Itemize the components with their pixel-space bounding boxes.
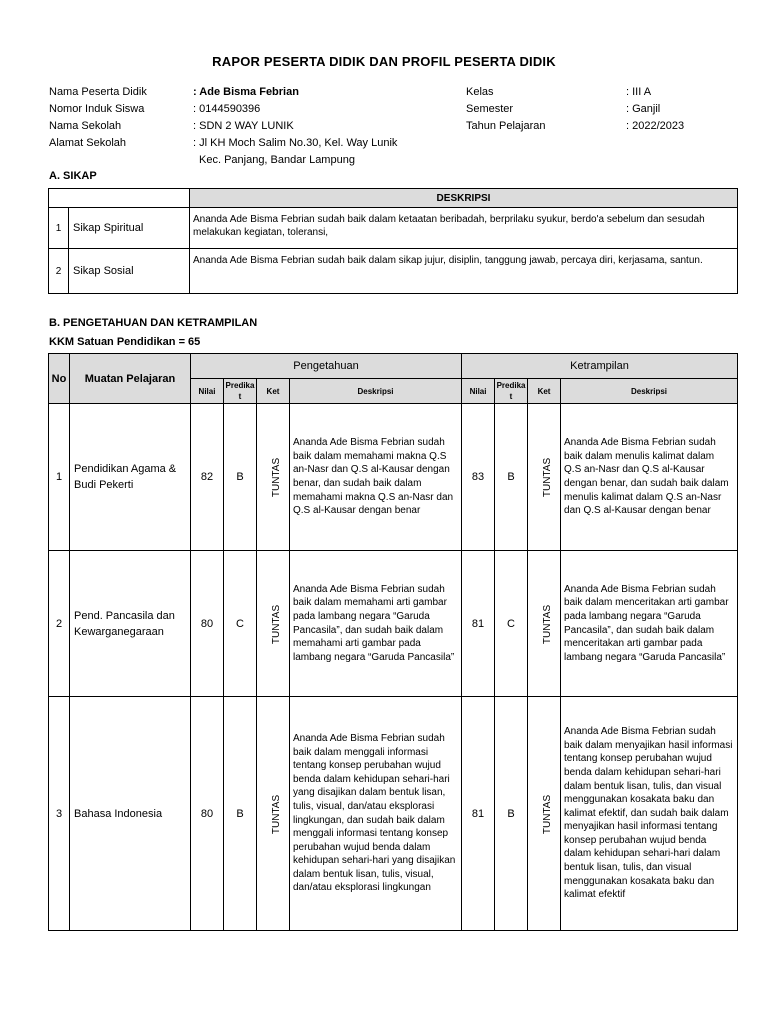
sikap-row-label: Sikap Sosial <box>69 249 190 294</box>
table-row <box>49 697 738 931</box>
row-k-nilai: 81 <box>462 551 495 697</box>
row-p-desc: Ananda Ade Bisma Febrian sudah baik dalam memahami makna Q.S an-Nasr dan Q.S al-Kausar dengan benar, dan sudah baik dalam memahami makna Q.S an-Nasr dan Q.S al-Kausar dengan benar <box>290 404 462 551</box>
sikap-row-desc: Ananda Ade Bisma Febrian sudah baik dalam ketaatan beribadah, berprilaku syukur, berdo'a sebelum dan sesudah melakukan kegiatan, toleransi, <box>190 208 738 249</box>
header-pengetahuan: Pengetahuan <box>191 354 462 379</box>
row-p-desc: Ananda Ade Bisma Febrian sudah baik dalam menggali informasi tentang konsep perubahan wujud benda dalam kehidupan sehari-hari yang disajikan dalam bentuk lisan, tulis, visual, dan/atau eksplorasi lingkungan, dan sudah baik dalam menggali informasi tentang konsep perubahan wujud benda dalam kehidupan sehari-hari yang disajikan dalam bentuk lisan, tulis, visual, dan/atau eksplorasi lingkungan <box>290 697 462 931</box>
row-p-predikat: B <box>224 697 257 931</box>
row-k-ket: TUNTAS <box>542 794 554 834</box>
header-k-ket: Ket <box>528 379 561 404</box>
label-nama-peserta: Nama Peserta Didik <box>49 86 147 98</box>
row-no: 2 <box>49 551 70 697</box>
row-p-ket: TUNTAS <box>271 457 283 498</box>
row-k-nilai: 83 <box>462 404 495 551</box>
row-subject: Bahasa Indonesia <box>70 697 191 931</box>
value-alamat-sekolah-line2: Kec. Panjang, Bandar Lampung <box>199 154 355 166</box>
row-p-ket: TUNTAS <box>271 604 283 644</box>
header-p-deskripsi: Deskripsi <box>290 379 462 404</box>
header-k-nilai: Nilai <box>462 379 495 404</box>
header-muatan: Muatan Pelajaran <box>70 354 191 404</box>
sikap-row-desc: Ananda Ade Bisma Febrian sudah baik dalam sikap jujur, disiplin, tanggung jawab, percaya diri, kerjasama, santun. <box>190 249 738 294</box>
sikap-row-no: 2 <box>49 249 69 294</box>
kkm-label: KKM Satuan Pendidikan = 65 <box>49 336 201 348</box>
table-row <box>49 404 738 551</box>
row-k-desc: Ananda Ade Bisma Febrian sudah baik dalam menceritakan arti gambar pada lambang negara “Garuda Pancasila”, dan sudah baik dalam menceritakan arti gambar pada lambang negara “Garuda Pancasila” <box>561 551 738 697</box>
value-nis: : 0144590396 <box>193 103 261 115</box>
row-k-ket: TUNTAS <box>542 457 554 498</box>
identity-right-values <box>626 84 684 135</box>
row-subject: Pend. Pancasila dan Kewarganegaraan <box>70 551 191 697</box>
pk-table <box>48 353 738 931</box>
label-nis: Nomor Induk Siswa <box>49 103 145 115</box>
header-k-predikat: Predika t <box>495 379 528 404</box>
value-nama-sekolah: : SDN 2 WAY LUNIK <box>193 120 294 132</box>
value-tahun-pelajaran: : 2022/2023 <box>626 120 685 132</box>
row-k-desc: Ananda Ade Bisma Febrian sudah baik dalam menyajikan hasil informasi tentang konsep perubahan wujud benda dalam kehidupan sehari-hari dalam bentuk lisan, tulis, dan visual menggunakan kosakata baku dan kalimat efektif, dan sudah baik dalam menyajikan hasil informasi tentang konsep perubahan wujud benda dalam kehidupan sehari-hari dalam bentuk lisan, tulis, dan visual menggunakan kosakata baku dan kalimat efektif <box>561 697 738 931</box>
header-p-ket: Ket <box>257 379 290 404</box>
sikap-row-no: 1 <box>49 208 69 249</box>
report-title: RAPOR PESERTA DIDIK DAN PROFIL PESERTA DIDIK <box>212 54 556 69</box>
label-kelas: Kelas <box>466 86 494 98</box>
row-p-predikat: C <box>224 551 257 697</box>
label-tahun-pelajaran: Tahun Pelajaran <box>466 120 546 132</box>
value-kelas: : III A <box>626 86 652 98</box>
row-subject: Pendidikan Agama & Budi Pekerti <box>70 404 191 551</box>
label-alamat-sekolah: Alamat Sekolah <box>49 137 127 149</box>
row-p-nilai: 82 <box>191 404 224 551</box>
header-p-nilai: Nilai <box>191 379 224 404</box>
identity-values <box>193 84 397 169</box>
header-ketrampilan: Ketrampilan <box>462 354 738 379</box>
row-p-predikat: B <box>224 404 257 551</box>
row-k-nilai: 81 <box>462 697 495 931</box>
section-sikap-heading: A. SIKAP <box>49 170 97 182</box>
row-p-desc: Ananda Ade Bisma Febrian sudah baik dalam memahami arti gambar pada lambang negara “Garuda Pancasila”, dan sudah baik dalam memahami arti gambar pada lambang negara “Garuda Pancasila” <box>290 551 462 697</box>
value-alamat-sekolah: : Jl KH Moch Salim No.30, Kel. Way Lunik <box>193 137 398 149</box>
table-row <box>49 249 738 294</box>
row-p-nilai: 80 <box>191 551 224 697</box>
row-k-desc: Ananda Ade Bisma Febrian sudah baik dalam menulis kalimat dalam Q.S an-Nasr dan Q.S al-Kausar dengan benar, dan sudah baik dalam menulis kalimat dalam Q.S an-Nasr dan Q.S al-Kausar dengan benar <box>561 404 738 551</box>
value-semester: : Ganjil <box>626 103 661 115</box>
table-row <box>49 551 738 697</box>
label-semester: Semester <box>466 103 514 115</box>
value-nama-peserta: : Ade Bisma Febrian <box>193 86 299 98</box>
row-no: 3 <box>49 697 70 931</box>
identity-labels <box>49 84 147 152</box>
row-k-predikat: C <box>495 551 528 697</box>
identity-right-labels <box>466 84 546 135</box>
row-k-predikat: B <box>495 697 528 931</box>
sikap-header-deskripsi: DESKRIPSI <box>190 189 738 208</box>
row-p-nilai: 80 <box>191 697 224 931</box>
row-k-ket: TUNTAS <box>542 604 554 644</box>
header-no: No <box>49 354 70 404</box>
row-p-ket: TUNTAS <box>271 794 283 834</box>
section-pk-heading: B. PENGETAHUAN DAN KETRAMPILAN <box>49 317 258 329</box>
table-row <box>49 208 738 249</box>
sikap-row-label: Sikap Spiritual <box>69 208 190 249</box>
header-p-predikat: Predika t <box>224 379 257 404</box>
header-k-deskripsi: Deskripsi <box>561 379 738 404</box>
row-k-predikat: B <box>495 404 528 551</box>
row-no: 1 <box>49 404 70 551</box>
label-nama-sekolah: Nama Sekolah <box>49 120 122 132</box>
sikap-table <box>48 188 738 294</box>
